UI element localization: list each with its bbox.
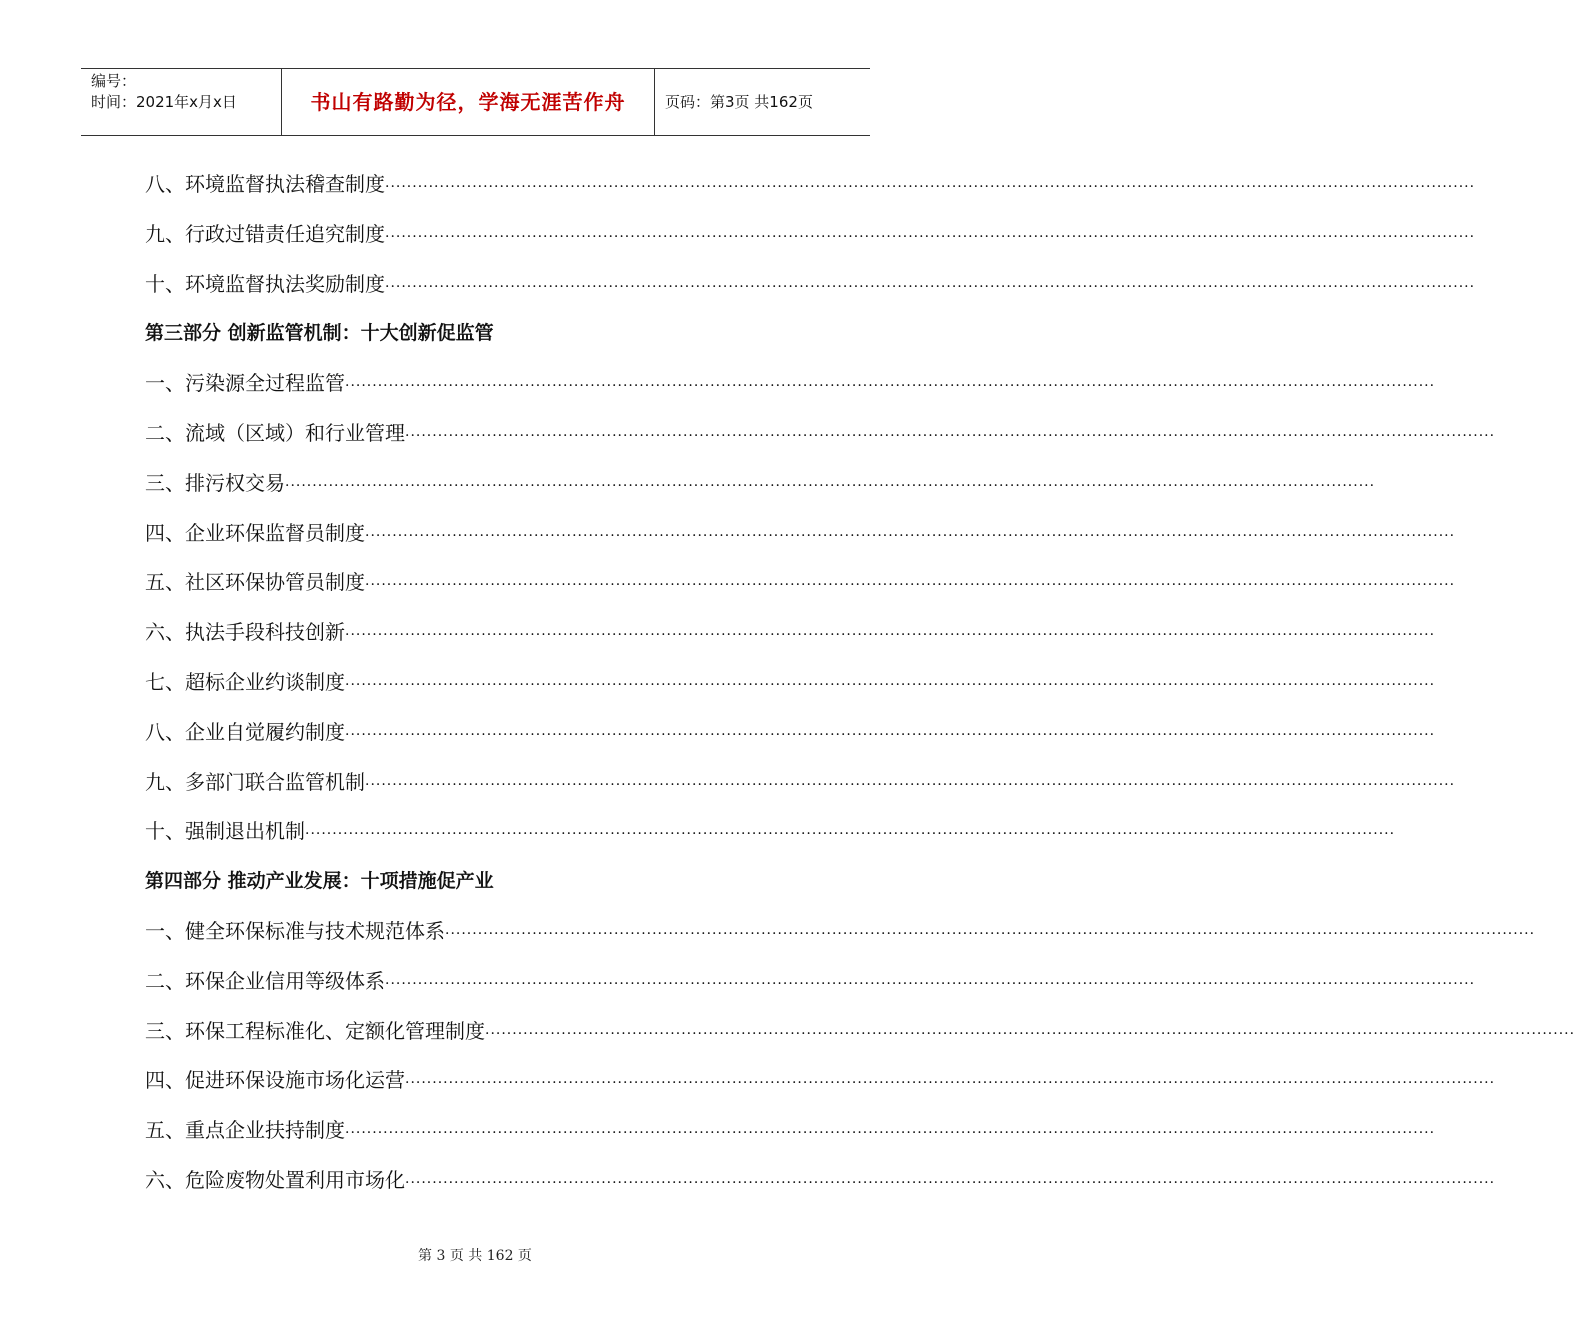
toc-entry [145,260,1476,310]
toc-leader-dots: ········································································································································································································ [305,826,1396,843]
toc-entry-title: 九、行政过错责任追究制度 [145,221,385,246]
toc-leader-dots: ········································································································································································································ [385,179,1476,195]
toc-entry-title: 二、环保企业信用等级体系 [145,968,385,993]
toc-entry [145,210,1476,260]
toc-entry [145,459,1376,509]
toc-leader-dots: ········································································································································································································ [345,726,1436,743]
toc-entry [145,1007,1575,1057]
toc-entry-title: 二、流域（区域）和行业管理 [145,420,405,445]
toc-entry [145,160,1476,210]
toc-entry [145,359,1436,409]
toc-leader-dots: ········································································································································································································ [385,975,1476,992]
toc-entry-title: 七、超标企业约谈制度 [145,669,345,694]
toc-leader-dots: ········································································································································································································ [345,676,1436,693]
header-meta [81,69,281,135]
toc-entry-title: 一、污染源全过程监管 [145,371,345,396]
toc-leader-dots: ········································································································································································································ [485,1025,1575,1042]
toc-entry-title: 五、社区环保协管员制度 [145,570,365,595]
toc-entry-title: 第四部分 推动产业发展：十项措施促产业 [145,870,494,893]
toc-entry-title: 八、环境监督执法稽查制度 [145,172,385,196]
toc-leader-dots: ········································································································································································································ [365,527,1456,544]
table-of-contents [145,160,1575,1206]
toc-entry [145,658,1436,708]
number-label: 编号： [91,72,137,90]
toc-entry [145,409,1496,459]
toc-leader-dots: ········································································································································································································ [405,1174,1496,1191]
header-motto: 书山有路勤为径，学海无涯苦作舟 [281,69,655,135]
toc-leader-dots: ········································································································································································································ [345,1125,1436,1142]
toc-entry-title: 十、强制退出机制 [145,819,305,844]
toc-leader-dots: ········································································································································································································ [445,925,1536,942]
toc-entry [145,907,1536,957]
toc-entry-title: 八、企业自觉履约制度 [145,719,345,744]
toc-entry [145,509,1456,559]
toc-entry-title: 五、重点企业扶持制度 [145,1118,345,1143]
toc-entry [145,608,1436,658]
time-label: 时间：2021年x月x日 [91,93,237,111]
toc-entry-title: 六、危险废物处置利用市场化 [145,1167,405,1192]
toc-leader-dots: ········································································································································································································ [405,1075,1496,1092]
toc-leader-dots: ········································································································································································································ [385,278,1476,295]
toc-entry-title: 一、健全环保标准与技术规范体系 [145,918,445,943]
toc-entry [145,1106,1436,1156]
toc-entry [145,1056,1496,1106]
toc-entry [145,558,1456,608]
toc-entry [145,807,1396,857]
toc-entry-title: 四、促进环保设施市场化运营 [145,1068,405,1093]
toc-leader-dots: ········································································································································································································ [365,577,1456,594]
toc-entry-title: 九、多部门联合监管机制 [145,769,365,794]
toc-entry-title: 三、排污权交易 [145,470,285,495]
page-header [81,68,870,136]
toc-leader-dots: ········································································································································································································ [405,427,1496,444]
toc-section-heading [145,309,795,359]
header-page-info: 页码：第3页 共162页 [665,93,813,111]
toc-leader-dots: ········································································································································································································ [385,228,1476,245]
toc-entry-title: 三、环保工程标准化、定额化管理制度 [145,1018,485,1043]
toc-leader-dots: ········································································································································································································ [365,776,1456,793]
toc-entry [145,1156,1496,1206]
toc-leader-dots: ········································································································································································································ [345,378,1436,395]
toc-leader-dots: ········································································································································································································ [345,627,1436,644]
toc-entry-title: 第三部分 创新监管机制：十大创新促监管 [145,322,494,345]
toc-entry-title: 四、企业环保监督员制度 [145,520,365,545]
page-footer: 第 3 页 共 162 页 [418,1248,532,1264]
toc-section-heading [145,857,795,907]
toc-leader-dots: ········································································································································································································ [285,477,1376,494]
toc-entry [145,758,1456,808]
toc-entry-title: 六、执法手段科技创新 [145,620,345,645]
toc-entry [145,957,1476,1007]
toc-entry-title: 十、环境监督执法奖励制度 [145,271,385,296]
toc-entry [145,708,1436,758]
